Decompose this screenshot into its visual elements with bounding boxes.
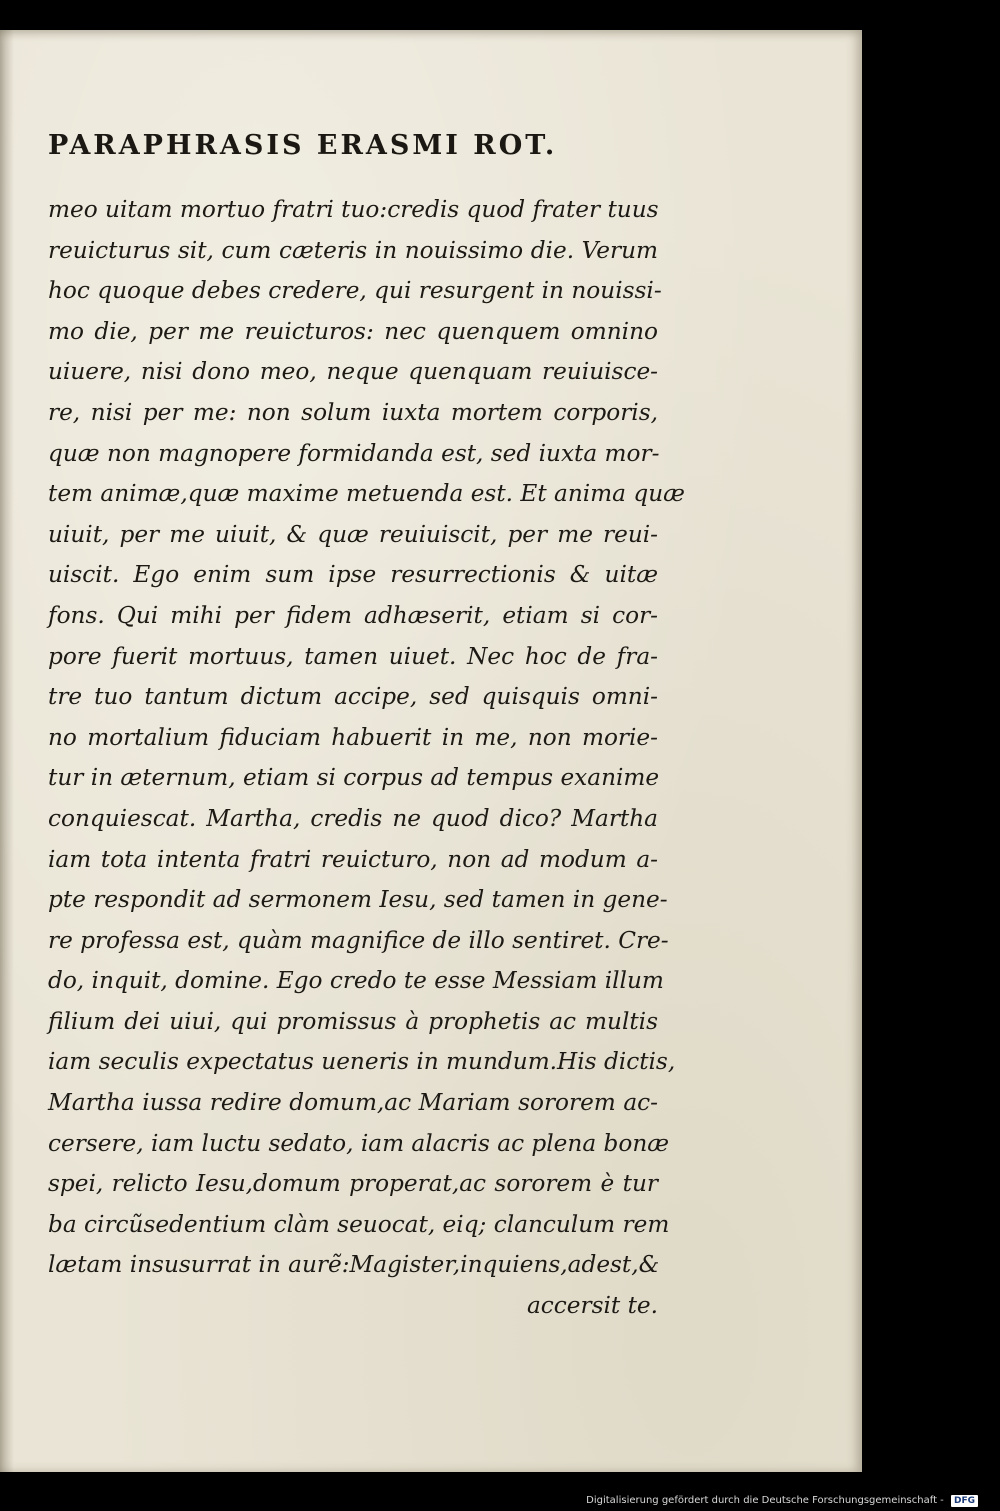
text-line: no mortalium fiduciam habuerit in me, non morie- [48,723,658,751]
text-line: meo uitam mortuo fratri tuo:credis quod frater tuus [48,196,659,223]
credit-text: Digitalisierung gefördert durch die Deutsche Forschungsgemeinschaft - [586,1495,944,1506]
digitization-credit [586,1495,978,1507]
book-page [0,30,862,1472]
text-line: lætam insusurrat in aurẽ:Magister,inquiens,adest,& [48,1251,660,1279]
text-line: uiuit, per me uiuit, & quæ reuiuiscit, per me reui- [48,520,658,548]
text-line: re, nisi per me: non solum iuxta mortem corporis, [48,398,658,426]
text-line: reuicturus sit, cum cæteris in nouissimo die. Verum [48,236,658,264]
dfg-logo: DFG [951,1495,978,1507]
text-line: spei, relicto Iesu,domum properat,ac sororem è tur [48,1170,658,1198]
text-line: iam seculis expectatus ueneris in mundum.His dictis, [48,1048,676,1076]
text-line: pte respondit ad sermonem Iesu, sed tamen in gene- [48,886,668,914]
text-line: fons. Qui mihi per fidem adhæserit, etiam si cor- [48,601,658,629]
text-line: mo die, per me reuicturos: nec quenquem omnino [48,317,658,345]
text-line: pore fuerit mortuus, tamen uiuet. Nec hoc de fra- [48,642,658,670]
text-line: do, inquit, domine. Ego credo te esse Messiam illum [48,967,664,995]
text-block [48,190,685,1327]
text-line: cersere, iam luctu sedato, iam alacris ac plena bonæ [48,1129,670,1157]
text-line: uiscit. Ego enim sum ipse resurrectionis & uitæ [48,561,658,589]
text-line: iam tota intenta fratri reuicturo, non ad modum a- [48,845,658,873]
text-line: filium dei uiui, qui promissus à prophetis ac multis [48,1007,658,1035]
text-line: ba circũsedentium clàm seuocat, eiq; clanculum rem [48,1210,670,1238]
text-line: tur in æternum, etiam si corpus ad tempus exanime [48,764,660,792]
text-line: re professa est, quàm magnifice de illo sentiret. Cre- [48,926,669,954]
text-line: tem animæ,quæ maxime metuenda est. Et anima quæ [48,480,685,508]
text-line: hoc quoque debes credere, qui resurgent in nouissi- [48,277,662,305]
text-line-catchword: accersit te. [526,1292,658,1320]
text-line: tre tuo tantum dictum accipe, sed quisquis omni- [48,683,658,711]
text-line: uiuere, nisi dono meo, neque quenquam reuiuisce- [48,358,658,386]
text-line: quæ non magnopere formidanda est, sed iuxta mor- [48,439,660,467]
running-head: PARAPHRASIS ERASMI ROT. [48,130,558,161]
text-line: conquiescat. Martha, credis ne quod dico? Martha [48,804,658,832]
text-line: Martha iussa redire domum,ac Mariam sororem ac- [48,1089,658,1117]
